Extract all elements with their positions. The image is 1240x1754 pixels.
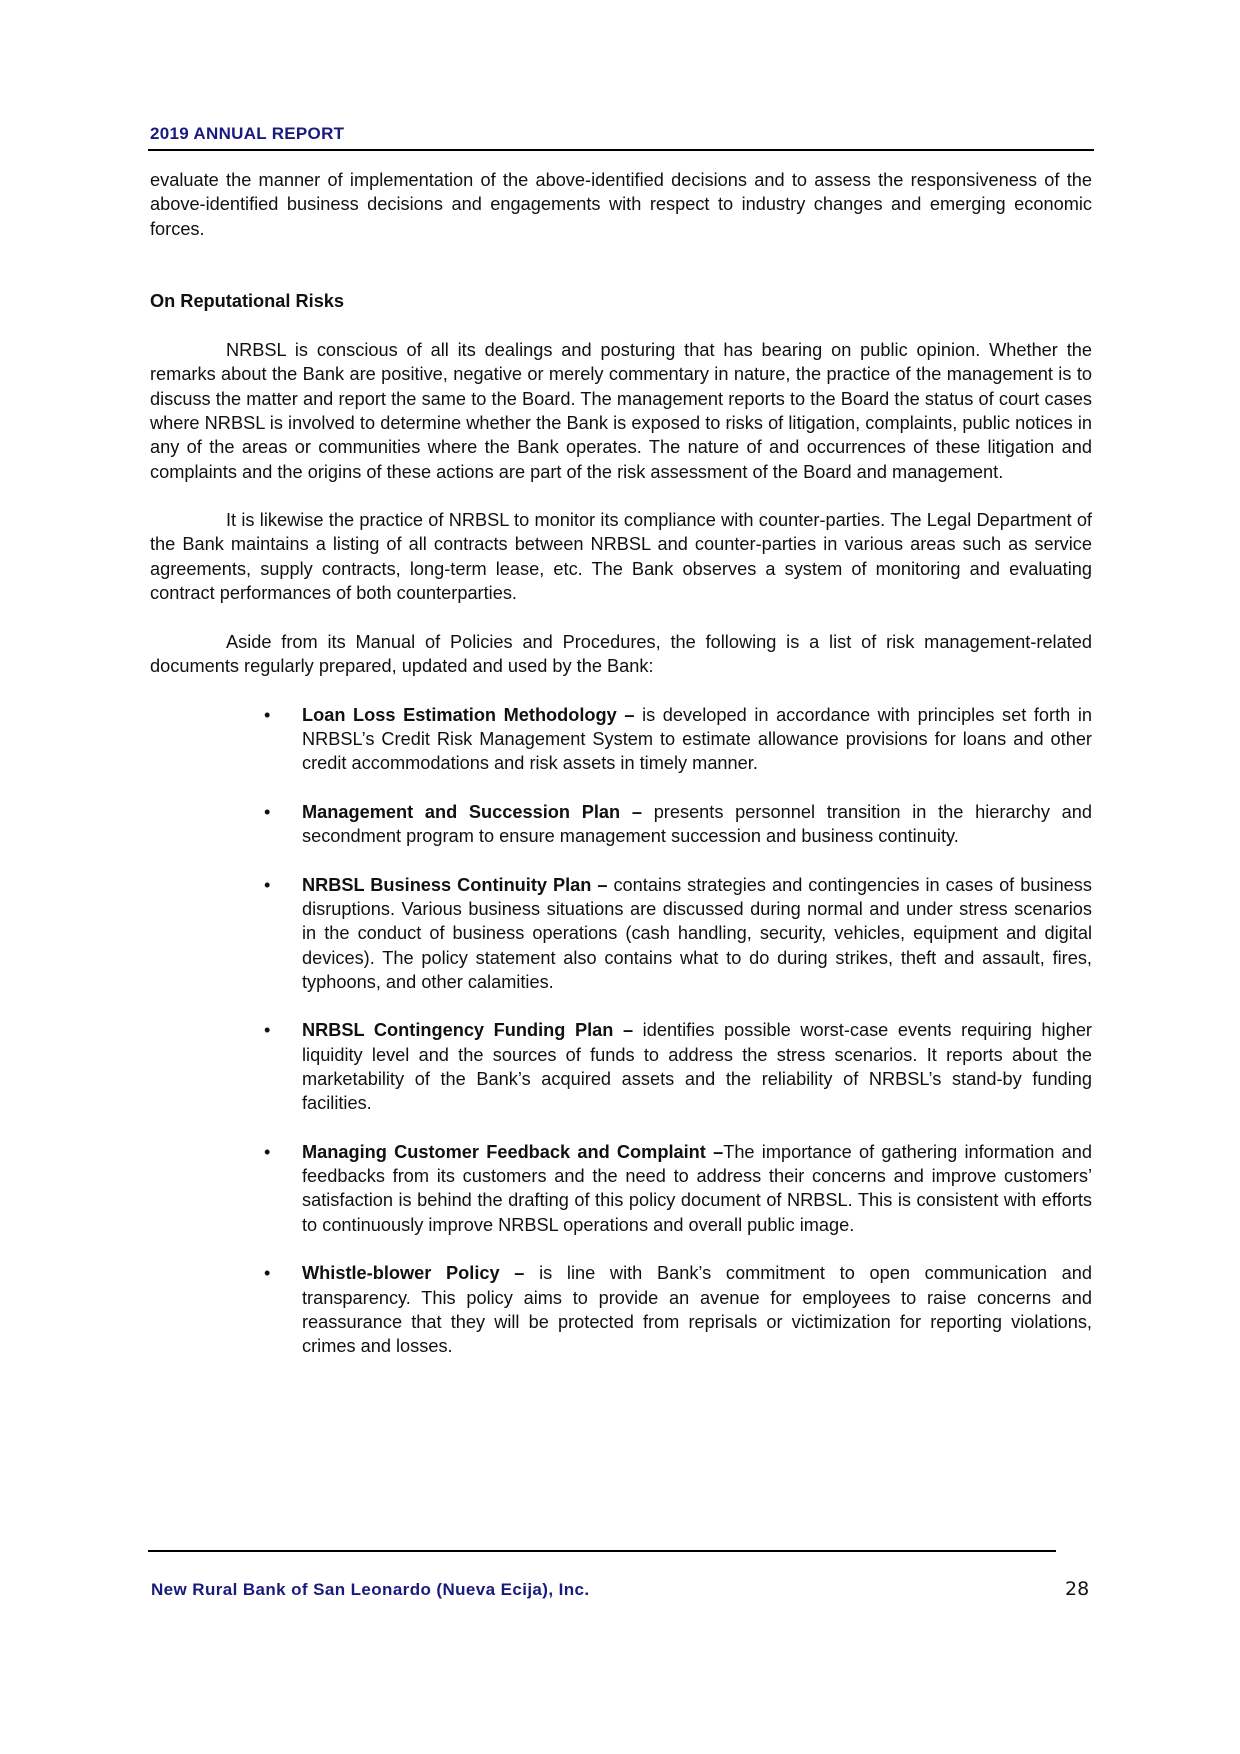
list-item-term: NRBSL Business Continuity Plan	[302, 874, 592, 895]
list-item-term: Management and Succession Plan	[302, 801, 621, 822]
list-item-text: is line with Bank’s commitment to open communication and transparency. This policy aims to provide an avenue for employees to raise concerns and reassurance that they will be protected from reprisals or victimization for reporting violations, crimes and losses.	[302, 1263, 1092, 1357]
list-item-separator: –	[616, 704, 643, 725]
list-item-whistleblower	[150, 1261, 1092, 1358]
list-item-separator: –	[705, 1141, 724, 1162]
header-divider	[148, 149, 1094, 151]
risk-document-list	[150, 703, 1092, 1359]
bullet-icon: •	[264, 874, 271, 895]
section-heading: On Reputational Risks	[150, 291, 345, 312]
list-item-separator: –	[613, 1020, 643, 1041]
list-item-separator: –	[620, 801, 654, 822]
intro-paragraph: evaluate the manner of implementation of the above-identified decisions and to assess the responsiveness of the above-identified business decisions and engagements with respect to industry changes and emerging economic forces.	[150, 170, 1092, 239]
list-item-text: The importance of gathering information and feedbacks from its customers and the need to address their concerns and improve customers’ satisfaction is behind the drafting of this policy document of NRBSL. This is consistent with efforts to continuously improve NRBSL operations and overall public image.	[302, 1141, 1092, 1235]
list-item-term: NRBSL Contingency Funding Plan	[302, 1020, 614, 1041]
list-item-text: contains strategies and contingencies in cases of business disruptions. Various business situations are discussed during normal and under stress scenarios in the conduct of business operations (cash handling, security, vehicles, equipment and digital devices). The policy statement also contains what to do during strikes, theft and assault, fires, typhoons, and other calamities.	[302, 874, 1092, 992]
list-item-succession-plan	[150, 800, 1092, 849]
paragraph: Aside from its Manual of Policies and Procedures, the following is a list of risk management-related documents regularly prepared, updated and used by the Bank:	[150, 631, 1092, 676]
list-item-separator: –	[499, 1263, 540, 1284]
list-item-term: Managing Customer Feedback and Complaint	[302, 1141, 706, 1162]
running-header-title: 2019 ANNUAL REPORT	[150, 124, 345, 143]
list-item-text: identifies possible worst-case events requiring higher liquidity level and the sources of funds to address the stress scenarios. It reports about the marketability of the Bank’s acquired assets and the reliability of NRBSL’s stand-by funding facilities.	[302, 1020, 1092, 1114]
list-item-contingency-funding	[150, 1018, 1092, 1115]
page-body	[150, 168, 1092, 1359]
page-number: 28	[1065, 1578, 1090, 1600]
footer-divider	[148, 1550, 1056, 1552]
paragraph: It is likewise the practice of NRBSL to monitor its compliance with counter-parties. The Legal Department of the Bank maintains a listing of all contracts between NRBSL and counter-parties in various areas such as service agreements, supply contracts, long-term lease, etc. The Bank observes a system of monitoring and evaluating contract performances of both counterparties.	[150, 510, 1092, 604]
list-item-customer-feedback	[150, 1140, 1092, 1237]
list-item-term: Whistle-blower Policy	[302, 1263, 500, 1284]
bullet-icon: •	[264, 1141, 271, 1162]
bullet-icon: •	[264, 1263, 271, 1284]
list-item-term: Loan Loss Estimation Methodology	[302, 704, 617, 725]
paragraph: NRBSL is conscious of all its dealings and posturing that has bearing on public opinion. Whether the remarks about the Bank are positive, negative or merely commentary in nature, the practice of the management is to discuss the matter and report the same to the Board. The management reports to the Board the status of court cases where NRBSL is involved to determine whether the Bank is exposed to risks of litigation, complaints, public notices in any of the areas or communities where the Bank operates. The nature of and occurrences of these litigation and complaints and the origins of these actions are part of the risk assessment of the Board and management.	[150, 340, 1092, 482]
bullet-icon: •	[264, 704, 271, 725]
bullet-icon: •	[264, 801, 271, 822]
list-item-separator: –	[591, 874, 614, 895]
bullet-icon: •	[264, 1020, 271, 1041]
list-item-loan-loss	[150, 703, 1092, 776]
list-item-text: presents personnel transition in the hierarchy and secondment program to ensure management succession and business continuity.	[302, 801, 1092, 847]
list-item-business-continuity	[150, 873, 1092, 994]
list-item-text: is developed in accordance with principles set forth in NRBSL’s Credit Risk Management System to estimate allowance provisions for loans and other credit accommodations and risk assets in timely manner.	[302, 704, 1092, 774]
footer-organization-name: New Rural Bank of San Leonardo (Nueva Ecija), Inc.	[151, 1580, 590, 1599]
